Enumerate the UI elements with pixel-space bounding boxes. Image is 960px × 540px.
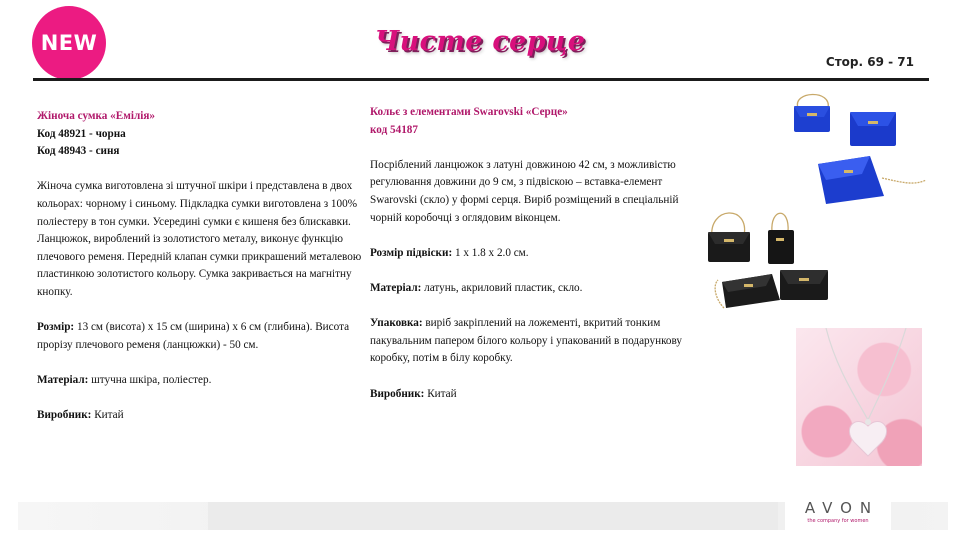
bag-code-blue: Код 48943 - синя (37, 145, 120, 158)
necklace-pendant-size (370, 245, 692, 263)
bag-code-black: Код 48921 - чорна (37, 127, 126, 140)
page-title: Чисте серце (374, 26, 586, 57)
necklace-material-label: Матеріал: (370, 281, 422, 294)
bag-material-label: Матеріал: (37, 373, 89, 386)
avon-logo-box (785, 497, 891, 531)
packaging-value: виріб закріплений на ложементі, вкритий тонким пакувальним папером білого кольору і упакований в подарункову коробку, потім в білу коробку. (370, 317, 683, 365)
heart-pendant-image (796, 328, 922, 466)
page-reference: Стор. 69 - 71 (825, 55, 914, 69)
black-bag-flat-image (780, 270, 828, 300)
bag-maker (37, 407, 363, 425)
bag-size (37, 319, 363, 354)
necklace-product-name: Кольє з елементами Swarovski «Серце» (370, 106, 568, 118)
necklace-code: код 54187 (370, 123, 418, 136)
bag-material (37, 372, 363, 390)
bag-size-value: 13 см (висота) х 15 см (ширина) х 6 см (глибина). Висота прорізу плечового ременя (ланцюжки) - 50 см. (37, 321, 350, 351)
packaging-label: Упаковка: (370, 317, 423, 330)
bag-size-label: Розмір: (37, 321, 75, 334)
avon-logo: AVON (804, 499, 880, 517)
bag-description: Жіноча сумка виготовлена зі штучної шкіри і представлена в двох кольорах: чорному і синьому. Підкладка сумки виготовлена з 100% поліестеру в тон сумки. Усередині сумки є кишеня без блискавки. Ланцюжок, вироблений із золотистого металу, виконує функцію плечового ременя. Передній клапан сумки прикрашений металевою пластинкою золотистого кольору. Сумка закривається на магнітну кнопку. (37, 180, 362, 298)
bag-maker-value: Китай (94, 409, 124, 422)
necklace-description-column (370, 104, 692, 403)
avon-tagline: the company for women (807, 518, 869, 524)
black-bag-side-image (768, 213, 794, 264)
bag-product-name: Жіноча сумка «Емілія» (37, 110, 155, 122)
pendant-size-label: Розмір підвіски: (370, 246, 453, 259)
necklace-maker-label: Виробник: (370, 387, 425, 400)
necklace-photo (796, 328, 922, 466)
bags-photo (700, 86, 936, 312)
header-divider (33, 78, 929, 81)
bag-maker-label: Виробник: (37, 409, 92, 422)
necklace-description: Посріблений ланцюжок з латуні довжиною 42 см, з можливістю регулювання довжини до 9 см, з підвіскою – вставка-елемент Swarovski (скло) у формі серця. Виріб розміщений в спеціальній чорній коробочці з оглядовим віконцем. (370, 158, 679, 224)
new-badge: NEW (32, 6, 106, 80)
bag-material-value: штучна шкіра, поліестер. (91, 373, 212, 386)
necklace-material-value: латунь, акриловий пластик, скло. (424, 281, 583, 294)
necklace-packaging (370, 315, 692, 368)
blue-bag-front-image (794, 94, 830, 132)
blue-bag-open-image (818, 156, 926, 204)
necklace-maker (370, 386, 692, 404)
necklace-material (370, 280, 692, 298)
black-bag-open-image (715, 274, 780, 308)
bag-description-column (37, 108, 363, 425)
blue-bag-flat-image (850, 112, 896, 146)
black-bag-front-image (708, 213, 750, 262)
pendant-size-value: 1 х 1.8 х 2.0 см. (454, 246, 529, 259)
necklace-maker-value: Китай (427, 387, 457, 400)
